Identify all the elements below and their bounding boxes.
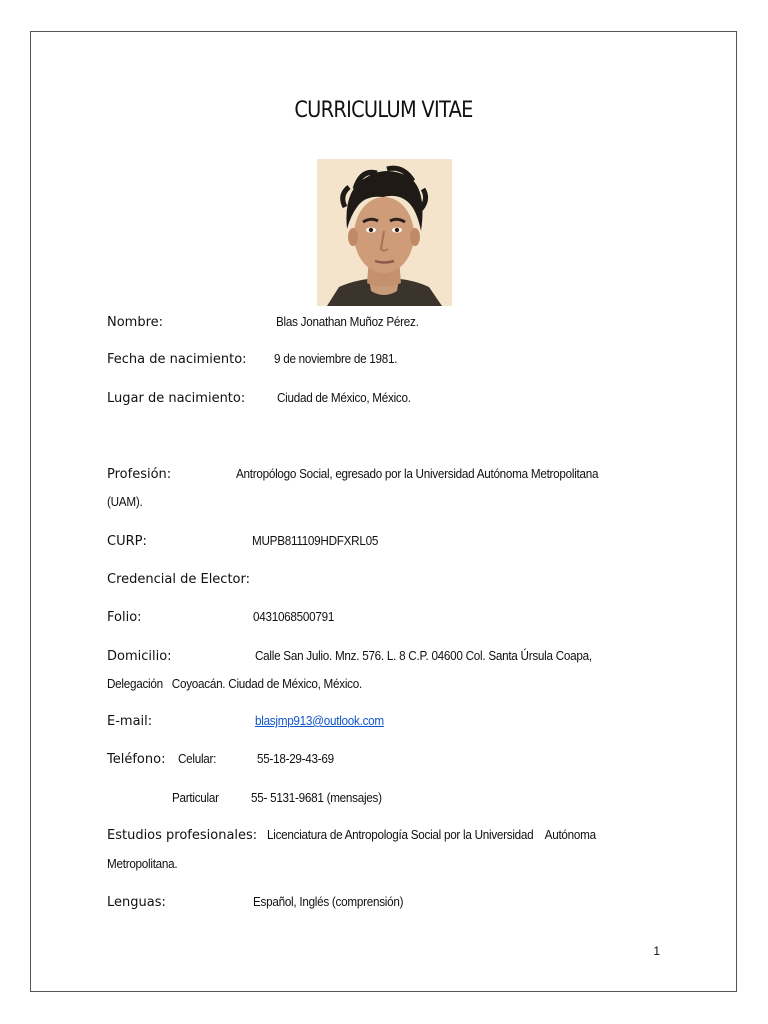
document-title: CURRICULUM VITAE <box>294 98 473 123</box>
document-page <box>30 31 737 992</box>
field-domicilio <box>107 648 172 664</box>
field-credencial <box>107 571 250 587</box>
curp-value: MUPB811109HDFXRL05 <box>252 533 379 548</box>
field-telefono <box>107 751 165 767</box>
nombre-value: Blas Jonathan Muñoz Pérez. <box>276 314 419 329</box>
field-nombre <box>107 314 163 330</box>
celular-label: Celular: <box>178 751 217 766</box>
lenguas-value: Español, Inglés (comprensión) <box>253 894 404 909</box>
domicilio-label: Domicilio: <box>107 649 172 664</box>
field-lenguas <box>107 894 166 910</box>
lugar-label: Lugar de nacimiento: <box>107 391 246 406</box>
estudios-label: Estudios profesionales: <box>107 828 258 843</box>
nombre-label: Nombre: <box>107 315 164 330</box>
profesion-label: Profesión: <box>107 467 172 482</box>
portrait-image <box>317 159 452 306</box>
fecha-value: 9 de noviembre de 1981. <box>274 351 398 366</box>
email-label: E-mail: <box>107 714 153 729</box>
page-number: 1 <box>653 944 660 958</box>
field-email <box>107 713 152 729</box>
estudios-value: Licenciatura de Antropología Social por la Universidad Autónoma <box>267 827 596 842</box>
particular-value: 55- 5131-9681 (mensajes) <box>251 790 382 805</box>
celular-value: 55-18-29-43-69 <box>257 751 334 766</box>
field-profesion <box>107 466 171 482</box>
fecha-label: Fecha de nacimiento: <box>107 352 247 367</box>
curp-label: CURP: <box>107 534 147 549</box>
field-folio <box>107 609 142 625</box>
email-link[interactable]: blasjmp913@outlook.com <box>255 713 384 728</box>
profesion-value: Antropólogo Social, egresado por la Universidad Autónoma Metropolitana <box>236 466 599 481</box>
telefono-label: Teléfono: <box>107 752 166 767</box>
field-curp <box>107 533 147 549</box>
field-lugar <box>107 390 245 406</box>
particular-label: Particular <box>172 790 219 805</box>
folio-label: Folio: <box>107 610 142 625</box>
estudios-value-cont: Metropolitana. <box>107 856 178 871</box>
domicilio-value-cont: Delegación Coyoacán. Ciudad de México, México. <box>107 676 362 691</box>
field-fecha <box>107 351 247 367</box>
profile-photo <box>317 159 452 306</box>
credencial-label: Credencial de Elector: <box>107 572 250 587</box>
folio-value: 0431068500791 <box>253 609 335 624</box>
lugar-value: Ciudad de México, México. <box>277 390 411 405</box>
domicilio-value: Calle San Julio. Mnz. 576. L. 8 C.P. 04600 Col. Santa Úrsula Coapa, <box>255 648 592 663</box>
lenguas-label: Lenguas: <box>107 895 166 910</box>
field-estudios <box>107 827 257 843</box>
profesion-value-cont: (UAM). <box>107 494 143 509</box>
